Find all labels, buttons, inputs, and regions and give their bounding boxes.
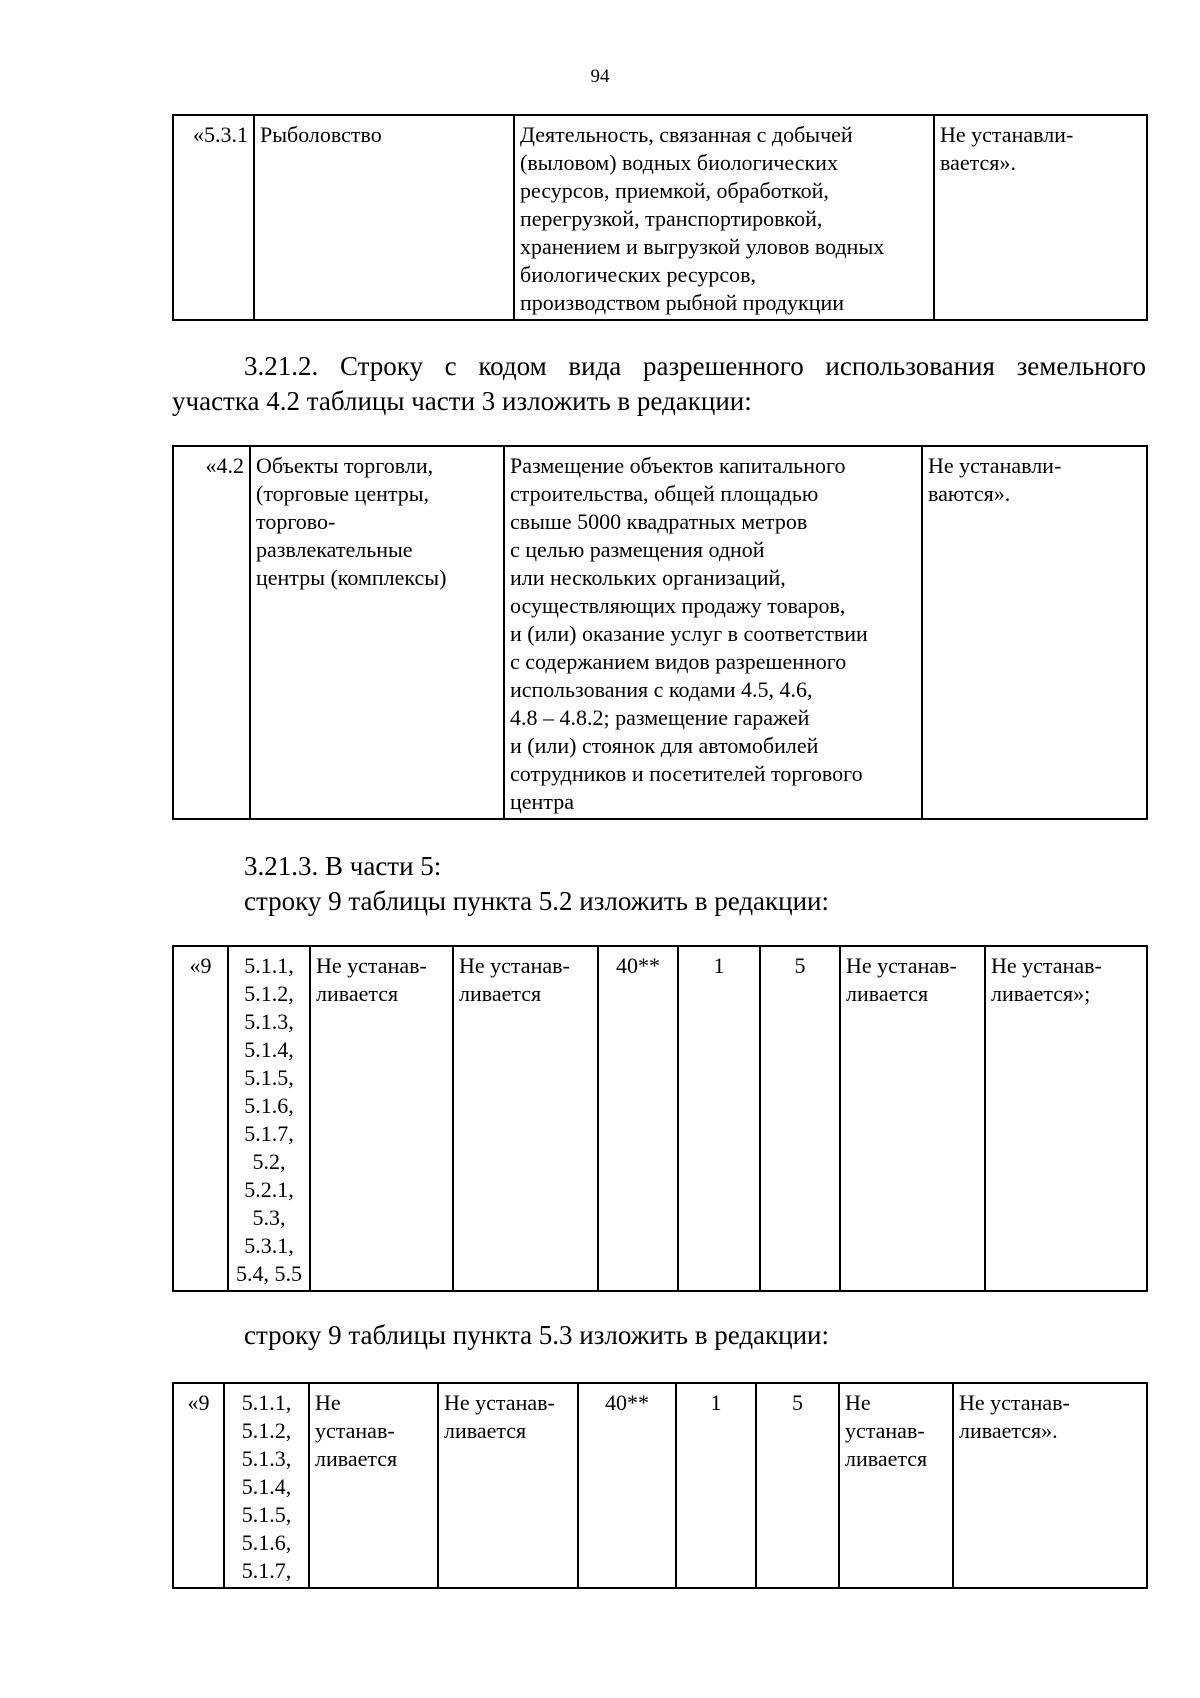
value-cell: 40**	[578, 1383, 676, 1588]
value-cell: Не устанав- ливается	[840, 946, 985, 1291]
paragraph-3-21-3-line1: 3.21.3. В части 5:	[244, 851, 442, 881]
value-cell: Не устанав- ливается	[438, 1383, 578, 1588]
paragraph-3-21-3-line2: строку 9 таблицы пункта 5.2 изложить в редакции:	[244, 886, 830, 916]
page-number: 94	[590, 66, 610, 87]
codes-cell: 5.1.1, 5.1.2, 5.1.3, 5.1.4, 5.1.5, 5.1.6, 5.1.7,	[224, 1383, 309, 1588]
table-row	[173, 1383, 1147, 1588]
value-cell: 1	[678, 946, 760, 1291]
value-cell: 1	[676, 1383, 756, 1588]
paragraph-3-21-2-line1: 3.21.2. Строку с кодом вида разрешенного использования земельного	[244, 351, 1146, 381]
codes-cell: 5.1.1, 5.1.2, 5.1.3, 5.1.4, 5.1.5, 5.1.6, 5.1.7, 5.2, 5.2.1, 5.3, 5.3.1, 5.4, 5.5	[228, 946, 310, 1291]
value-cell: Не устанав- ливается	[310, 946, 453, 1291]
row-number-cell: «9	[173, 1383, 224, 1588]
value-cell: Не устанав- ливается»;	[985, 946, 1147, 1291]
name-cell: Объекты торговли, (торговые центры, торгово- развлекательные центры (комплексы)	[250, 446, 504, 819]
code-cell: «4.2	[173, 446, 250, 819]
table-row	[173, 946, 1147, 1291]
value-cell: Не устанав- ливается	[453, 946, 598, 1291]
value-cell: 40**	[598, 946, 678, 1291]
table-row	[173, 446, 1147, 819]
paragraph-5-3: строку 9 таблицы пункта 5.3 изложить в редакции:	[244, 1320, 830, 1350]
description-cell: Размещение объектов капитального строительства, общей площадью свыше 5000 квадратных метров с целью размещения одной или нескольких организаций, осуществляющих продажу товаров, и (или) оказание услуг в соответствии с содержанием видов разрешенного использования с кодами 4.5, 4.6, 4.8 – 4.8.2; размещение гаражей и (или) стоянок для автомобилей сотрудников и посетителей торгового центра	[504, 446, 922, 819]
value-cell: Не устанав- ливается».	[953, 1383, 1147, 1588]
table-5-2-row-9	[172, 945, 1148, 1292]
table-4-2	[172, 445, 1148, 820]
limit-cell: Не устанавли- вается».	[934, 115, 1147, 320]
name-cell: Рыболовство	[254, 115, 514, 320]
value-cell: 5	[756, 1383, 839, 1588]
value-cell: 5	[760, 946, 840, 1291]
table-5-3-row-9	[172, 1382, 1148, 1589]
table-row	[173, 115, 1147, 320]
row-number-cell: «9	[173, 946, 228, 1291]
description-cell: Деятельность, связанная с добычей (выловом) водных биологических ресурсов, приемкой, обработкой, перегрузкой, транспортировкой, хранением и выгрузкой уловов водных биологических ресурсов, производством рыбной продукции	[514, 115, 934, 320]
table-5-3-1	[172, 114, 1148, 321]
value-cell: Не устанав- ливается	[839, 1383, 953, 1588]
value-cell: Не устанав- ливается	[309, 1383, 438, 1588]
limit-cell: Не устанавли- ваются».	[922, 446, 1147, 819]
paragraph-3-21-2-line2: участка 4.2 таблицы части 3 изложить в редакции:	[172, 386, 752, 416]
code-cell: «5.3.1	[173, 115, 254, 320]
